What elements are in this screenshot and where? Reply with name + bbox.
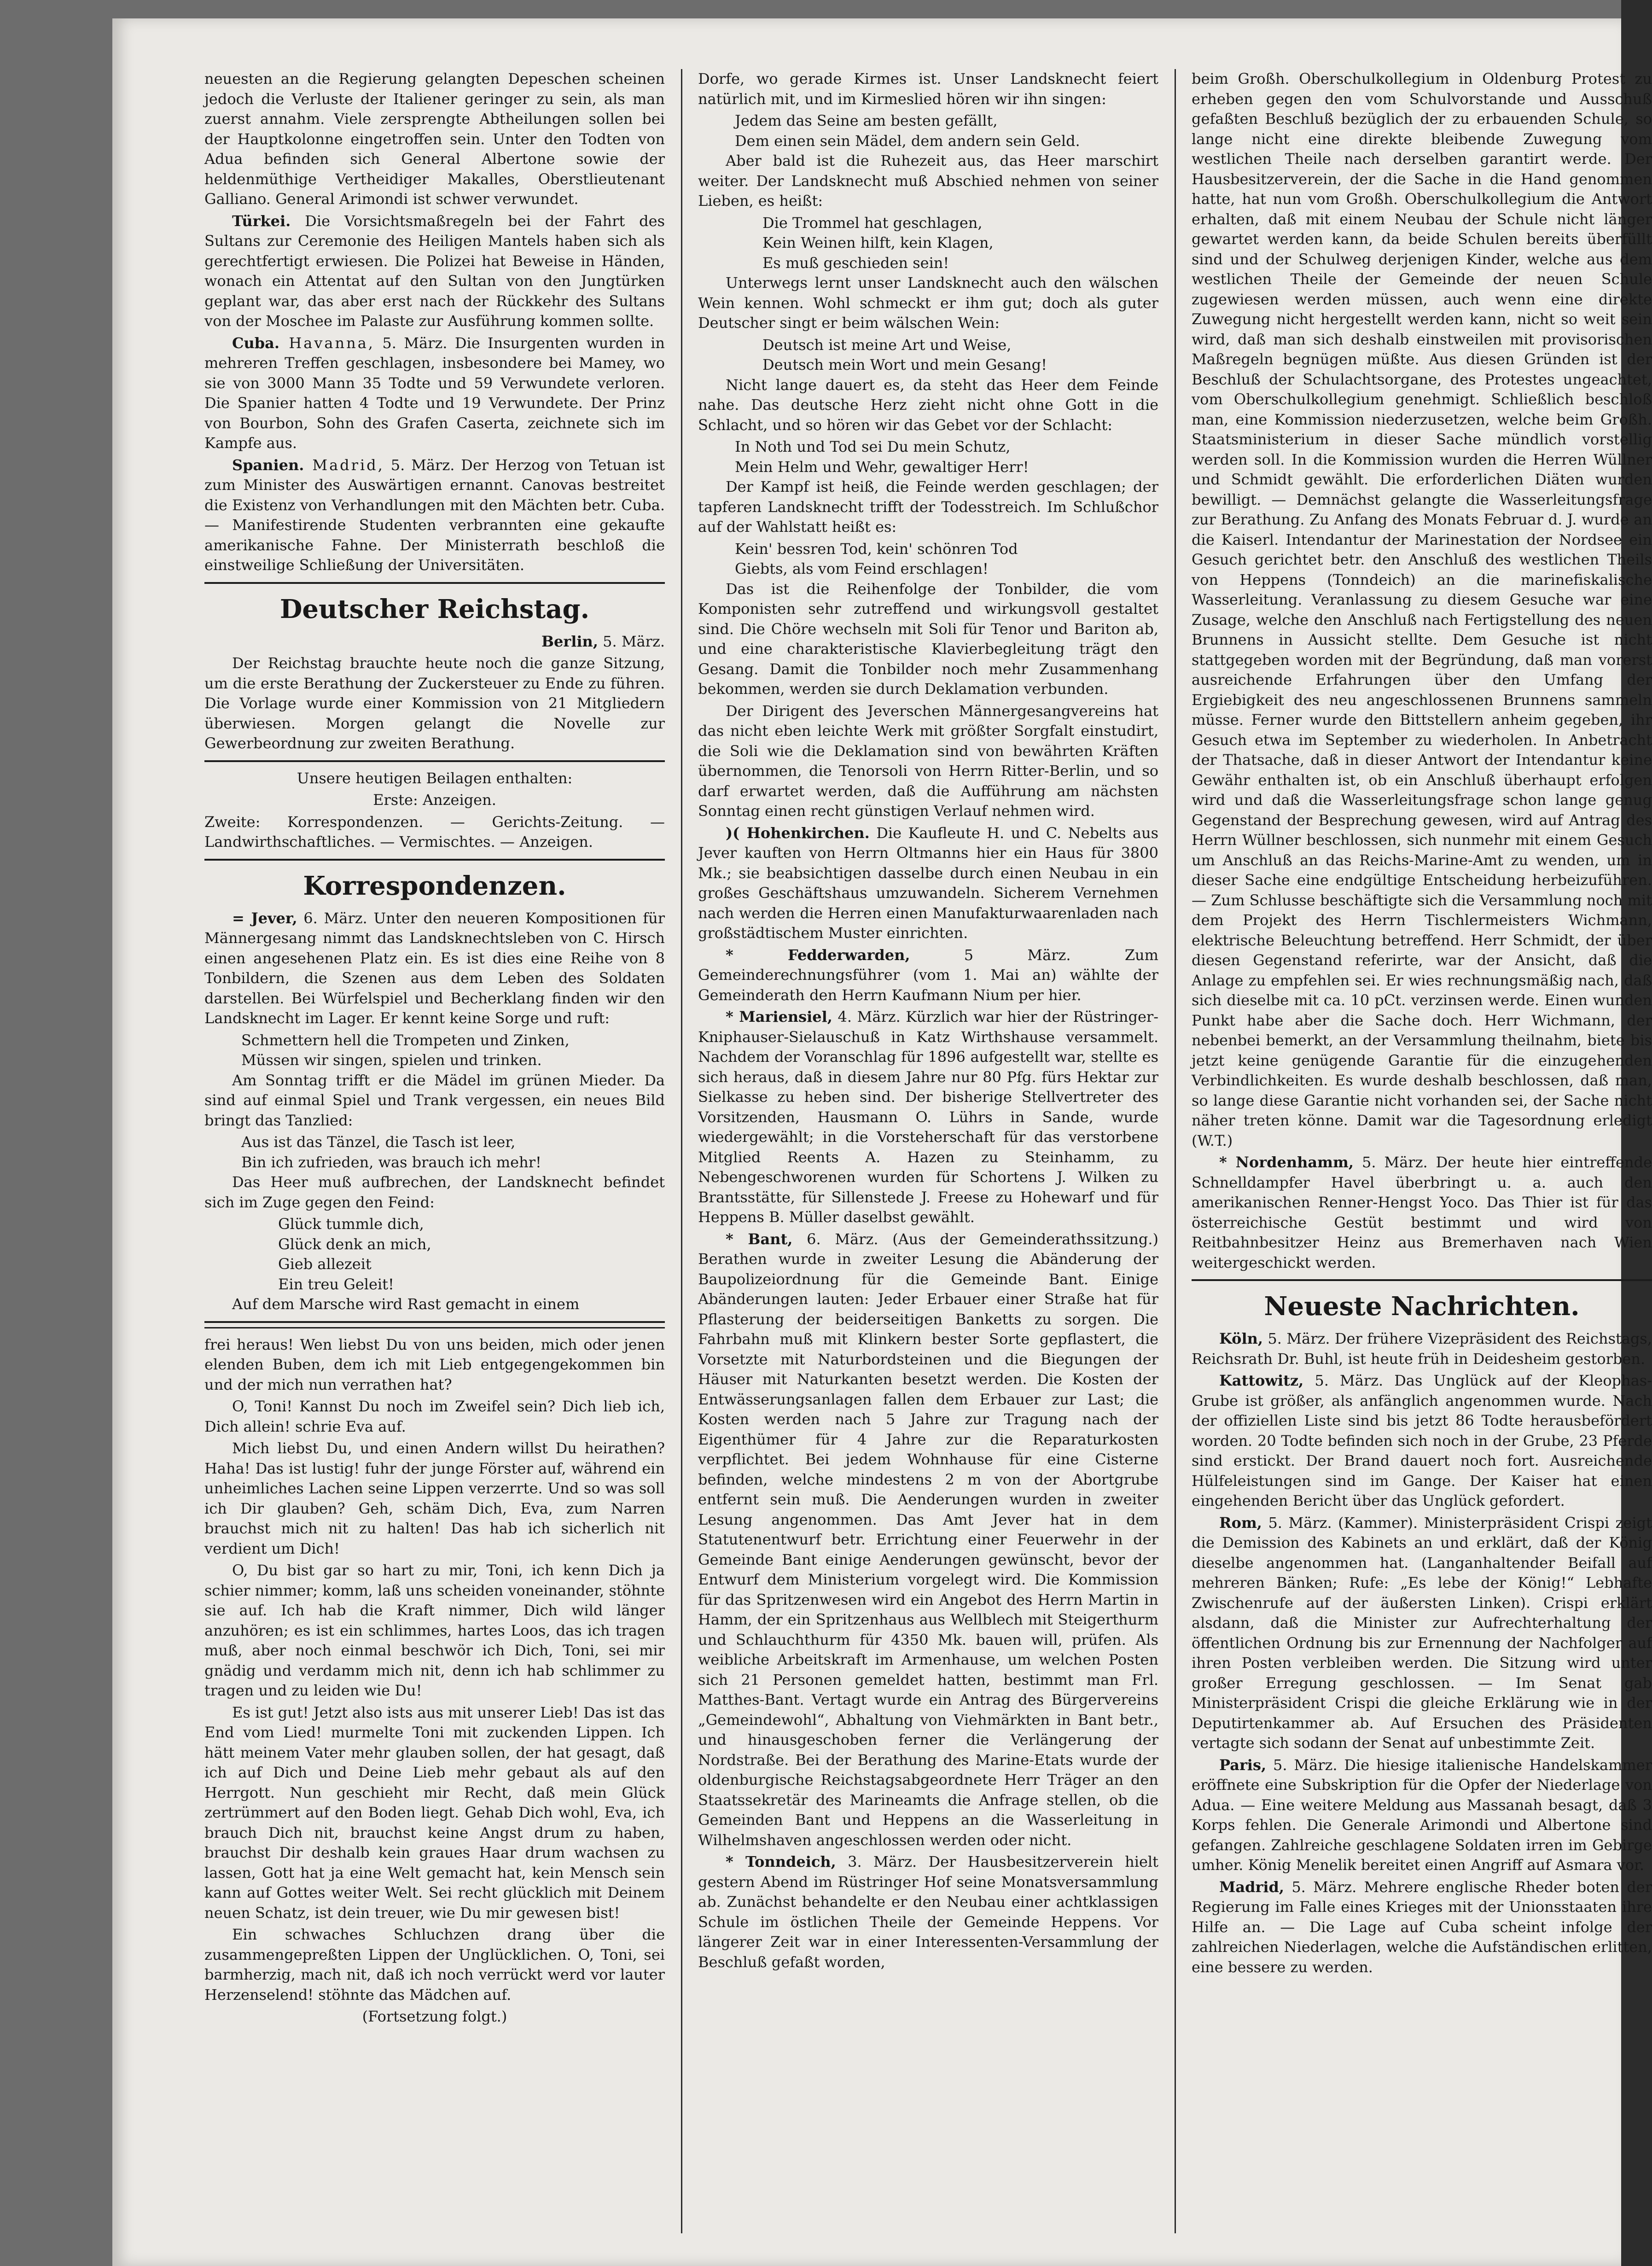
article-italy-end: neuesten an die Regierung gelangten Depeschen scheinen jedoch die Verluste der Italiener geringer zu sein, als man zuerst annahm. Viele zersprengte Abtheilungen sollen bei der Hauptkolonne eingetroffen sein. Unter den Todten von Adua befinden sich General Albertone sowie der heldenmüthige Vertheidiger Makalles, Oberstlieutenant Galliano. General Arimondi ist schwer verwundet. bbox=[204, 70, 665, 208]
verse-1 bbox=[241, 1031, 665, 1071]
verse-line: Giebts, als vom Feind erschlagen! bbox=[735, 560, 989, 577]
dateline-hohenkirchen: )( Hohenkirchen. bbox=[726, 824, 870, 842]
text-spanien: 5. März. Der Herzog von Tetuan ist zum Minister des Auswärtigen ernannt. Canovas bestreitet die Existenz von Verhandlungen mit den Mächten betr. Cuba. — Manifestirende Studenten verbrannten eine gekaufte amerikanische Fahne. Der Ministerrath beschloß die einstweilige Schließung der Universitäten. bbox=[204, 456, 665, 574]
verse-3 bbox=[278, 1214, 665, 1294]
section-divider bbox=[204, 582, 665, 584]
verse-5 bbox=[762, 213, 1158, 274]
text-jever-8: Nicht lange dauert es, da steht das Heer dem Feinde nahe. Das deutsche Herz zieht nicht ohne Gott in die Schlacht, und so hören wir das Gebet vor der Schlacht: bbox=[698, 376, 1158, 434]
text-rom: 5. März. (Kammer). Ministerpräsident Crispi zeigt die Demission des Kabinets an und erklärt, daß der König dieselbe angenommen hat. (Langanhaltender Beifall auf mehreren Bänken; Rufe: „Es lebe der König!“ Lebhafte Zwischenrufe auf der äußersten Linken). Crispi erklärt alsdann, daß die Minister zur Aufrechterhaltung der öffentlichen Ordnung bis zur Ernennung der Nachfolger auf ihren Posten verbleiben werden. Die Sitzung wird unter großer Erregung geschlossen. — Im Senat gab Ministerpräsident Crispi die gleiche Erklärung wie in der Deputirtenkammer ab. Auf Ersuchen des Präsidenten vertagte sich sodann der Senat auf unbestimmte Zeit. bbox=[1192, 1514, 1652, 1752]
column-rule bbox=[681, 69, 682, 2233]
feuilleton-continued: (Fortsetzung folgt.) bbox=[362, 2008, 507, 2025]
verse-line: Es muß geschieden sein! bbox=[762, 254, 949, 272]
dateline-madrid: Madrid, bbox=[1219, 1878, 1285, 1896]
dateline-fedderwarden: * Fedderwarden, bbox=[726, 946, 910, 964]
dateline-tuerkei: Türkei. bbox=[232, 212, 291, 230]
feuilleton-para: O, Toni! Kannst Du noch im Zweifel sein? Dich lieb ich, Dich allein! schrie Eva auf. bbox=[204, 1398, 665, 1435]
news-paris bbox=[1192, 1755, 1652, 1876]
dateline-nordenhamm: * Nordenhamm, bbox=[1219, 1153, 1354, 1171]
text-jever-7: Unterwegs lernt unser Landsknecht auch den wälschen Wein kennen. Wohl schmeckt er ihm gut; doch als guter Deutscher singt er beim wälschen Wein: bbox=[698, 274, 1158, 332]
feuilleton-para: Mich liebst Du, und einen Andern willst Du heirathen? Haha! Das ist lustig! fuhr der junge Förster auf, während ein unheimliches Lachen seine Lippen verzerrte. Und so was soll ich Dir glauben? Geh, schäm Dich, Eva, zum Narren brauchst mich nit zu halten! Das hab ich sicherlich nit verdient um Dich! bbox=[204, 1439, 665, 1557]
verse-line: Deutsch ist meine Art und Weise, bbox=[762, 336, 1012, 354]
verse-line: Mein Helm und Wehr, gewaltiger Herr! bbox=[735, 458, 1029, 476]
article-bant bbox=[698, 1229, 1158, 1851]
text-jever-6: Aber bald ist die Ruhezeit aus, das Heer marschirt weiter. Der Landsknecht muß Abschied nehmen von seiner Lieben, es heißt: bbox=[698, 152, 1158, 210]
text-bant: 6. März. (Aus der Gemeinderathssitzung.) Berathen wurde in zweiter Lesung die Abänderung der Baupolizeiordnung für die Gemeinde Bant. Einige Abänderungen lauten: Jeder Erbauer einer Straße hat für Pflasterung der beiderseitigen Banketts zu sorgen. Die Fahrbahn muß mit Klinkern bester Sorte gepflastert, die Vorsetzte mit Naturbordsteinen und die Biegungen der Häuser mit Naturkanten besetzt werden. Die Kosten der Entwässerungsanlagen fallen dem Erbauer zur Last; die Kosten werden nach 5 Jahre zur Tragung nach der Eigenthümer für 4 Jahre zur die Reparaturkosten verpflichtet. Bei jedem Wohnhause für eine Cisterne befinden, welche mindestens 2 m von der Abortgrube entfernt sein muß. Die Aenderungen wurden in zweiter Lesung angenommen. Das Amt Jever hat in dem Statutenentwurf betr. Errichtung einer Feuerwehr in der Gemeinde Bant einige Aenderungen gewünscht, bevor der Entwurf dem Ministerium vorgelegt wird. Die Kommission für das Spritzenwesen wird ein Angebot des Herrn Martin in Hamm, der ein Spritzenhaus aus Wellblech mit Steigerthurm und Schlauchthurm für 4350 Mk. bauen will, prüfen. Als weibliche Arbeitskraft im Armenhause, um welchen Posten sich 21 Personen gemeldet hatten, bestimmt man Frl. Matthes-Bant. Vertagt wurde ein Antrag des Bürgervereins „Gemeindewohl“, Abhaltung von Viehmärkten in Bant betr., und hinausgeschoben ferner die Verlängerung der Nordstraße. Bei der Berathung des Marine-Etats wurde der oldenburgische Reichstagsabgeordnete Herr Träger an den Staatssekretär des Marineamts die Anfrage stellen, ob die Gemeinden Bant und Heppens an die Wasserleitung in Wilhelmshaven angeschlossen werden oder nicht. bbox=[698, 1230, 1159, 1849]
dateline-berlin bbox=[204, 632, 665, 652]
heading-reichstag: Deutscher Reichstag. bbox=[279, 594, 590, 624]
article-reichstag: Der Reichstag brauchte heute noch die ganze Sitzung, um die erste Berathung der Zuckersteuer zu Ende zu führen. Die Vorlage wurde einer Kommission von 21 Mitgliedern überwiesen. Morgen gelangt die Novelle zur Gewerbeordnung zur zweiten Berathung. bbox=[204, 654, 665, 752]
verse-7 bbox=[735, 437, 1158, 477]
verse-line: Glück denk an mich, bbox=[278, 1235, 431, 1253]
text-jever-10: Das ist die Reihenfolge der Tonbilder, die vom Komponisten sehr zutreffend und wirkungsvoll gestaltet sind. Die Chöre wechseln mit Soli für Tenor und Bariton ab, und eine charakteristische Klavierbegleitung trägt den Gesang. Damit die Tonbilder noch mehr Zusammenhang bekommen, werden sie durch Deklamation verbunden. bbox=[698, 580, 1158, 698]
page-body bbox=[204, 69, 1652, 2238]
article-cuba bbox=[204, 333, 665, 454]
column-3 bbox=[1192, 69, 1652, 2233]
article-mariensiel bbox=[698, 1007, 1158, 1228]
beilagen-first: Erste: Anzeigen. bbox=[373, 791, 496, 809]
text-tuerkei: Die Vorsichtsmaßregeln bei der Fahrt des Sultans zur Ceremonie des Heiligen Mantels haben sich als gerechtfertigt erwiesen. Die Polizei hat Beweise in Händen, wonach ein Attentat auf den Sultan von den Jungtürken geplant war, das aber erst nach der Rückkehr des Sultans von der Moschee im Palaste zur Ausführung kommen sollte. bbox=[204, 212, 665, 330]
dateline-bant: * Bant, bbox=[726, 1230, 793, 1248]
dateline-jever: = Jever, bbox=[232, 909, 297, 927]
text-jever-5: Dorfe, wo gerade Kirmes ist. Unser Landsknecht feiert natürlich mit, und im Kirmeslied hören wir ihn singen: bbox=[698, 70, 1158, 108]
text-hohenkirchen: Die Kaufleute H. und C. Nebelts aus Jever kauften von Herrn Oltmanns hier ein Haus für 3800 Mk.; sie beabsichtigen dasselbe durch einen Neubau in ein großes Geschäftshaus umzuwandeln. Sicherem Vernehmen nach werden die Herren einen Manufakturwaarenladen nach großstädtischem Muster einrichten. bbox=[698, 824, 1159, 942]
verse-line: Deutsch mein Wort und mein Gesang! bbox=[762, 356, 1047, 373]
dateline-koeln: Köln, bbox=[1219, 1330, 1263, 1347]
verse-line: Jedem das Seine am besten gefällt, bbox=[735, 112, 998, 129]
article-hohenkirchen bbox=[698, 823, 1158, 944]
verse-line: In Noth und Tod sei Du mein Schutz, bbox=[735, 438, 1011, 455]
verse-line: Aus ist das Tänzel, die Tasch ist leer, bbox=[241, 1133, 516, 1151]
verse-6 bbox=[762, 335, 1158, 375]
dateline-mariensiel: * Mariensiel, bbox=[726, 1008, 832, 1025]
article-spanien bbox=[204, 455, 665, 576]
verse-line: Glück tummle dich, bbox=[278, 1215, 424, 1233]
newspaper-page bbox=[112, 18, 1652, 2266]
text-paris: 5. März. Die hiesige italienische Handelskammer eröffnete eine Subskription für die Opfer der Niederlage von Adua. — Eine weitere Meldung aus Massanah besagt, daß 3 Korps fehlen. Die Generale Arimondi und Albertone sind gefangen. Zahlreiche geschlagene Soldaten irren im Gebirge umher. König Menelik bereitet einen Angriff auf Asmara vor. bbox=[1192, 1756, 1652, 1874]
verse-line: Müssen wir singen, spielen und trinken. bbox=[241, 1051, 542, 1069]
verse-line: Kein Weinen hilft, kein Klagen, bbox=[762, 234, 994, 251]
city-havanna: Havanna, bbox=[279, 334, 375, 352]
news-rom bbox=[1192, 1513, 1652, 1753]
column-2 bbox=[698, 69, 1158, 2233]
text-mariensiel: 4. März. Kürzlich war hier der Rüstringer-Kniphauser-Sielauschuß in Katz Wirthshause versammelt. Nachdem der Voranschlag für 1896 aufgestellt war, stellte es sich heraus, daß in diesem Jahre nur 80 Pfg. fürs Hektar zur Sielkasse zu heben sind. Der bisherige Stellvertreter des Vorsitzenden, Hausmann O. Lührs in Sande, wurde wiedergewählt; in die Vorsteherschaft für das verstorbene Mitglied Reents A. Hazen zu Steinhamm, zu Nebengeschworenen wurden für Schortens J. Wilken zu Brantsstätte, für Sillenstede J. Freese zu Hohewarf und für Heppens B. Müller daselbst gewählt. bbox=[698, 1008, 1159, 1226]
verse-line: Bin ich zufrieden, was brauch ich mehr! bbox=[241, 1153, 541, 1171]
feuilleton-divider bbox=[204, 1321, 665, 1328]
dateline-paris: Paris, bbox=[1219, 1756, 1267, 1774]
text-jever-9: Der Kampf ist heiß, die Feinde werden geschlagen; der tapferen Landsknecht trifft der Todesstreich. Im Schlußchor auf der Wahlstatt heißt es: bbox=[698, 478, 1158, 536]
city-madrid: Madrid, bbox=[304, 456, 384, 474]
news-madrid bbox=[1192, 1877, 1652, 1978]
dateline-kattowitz: Kattowitz, bbox=[1219, 1372, 1304, 1389]
text-fedderwarden: 5 März. Zum Gemeinderechnungsführer (vom 1. Mai an) wählte der Gemeinderath den Herrn Kaufmann Nium per hier. bbox=[698, 946, 1158, 1004]
verse-line: Ein treu Geleit! bbox=[278, 1275, 394, 1293]
article-fedderwarden bbox=[698, 945, 1158, 1006]
text-tonndeich: 3. März. Der Hausbesitzerverein hielt gestern Abend im Rüstringer Hof seine Monatsversammlung ab. Zunächst behandelte er den Neubau einer achtklassigen Schule im östlichen Theile der Gemeinde Heppens. Vor längerer Zeit war in einer Interessenten-Versammlung der Beschluß gefaßt worden, bbox=[698, 1853, 1159, 1971]
dateline-tonndeich: * Tonndeich, bbox=[726, 1853, 836, 1870]
text-kattowitz: 5. März. Das Unglück auf der Kleophas-Grube ist größer, als anfänglich angenommen wurde. Nach der offiziellen Liste sind bis jetzt 86 Todte herausbefördert worden. 20 Todte befinden sich noch in der Grube, 23 Pferde sind erstickt. Der Brand dauert noch fort. Ausreichende Hülfeleistungen sind im Gange. Der Kaiser hat einen eingehenden Bericht über das Unglück gefordert. bbox=[1192, 1372, 1652, 1509]
text-jever-4: Auf dem Marsche wird Rast gemacht in einem bbox=[232, 1295, 580, 1313]
feuilleton-para: Es ist gut! Jetzt also ists aus mit unserer Lieb! Das ist das End vom Lied! murmelte Toni mit zuckenden Lippen. Ich hätt meinem Vater mehr glauben sollen, der hat gesagt, daß ich auf Dich und Deine Lieb mehr gebaut als auf den Herrgott. Nun geschieht mir Recht, daß mein Glück zertrümmert auf den Boden liegt. Gehab Dich wohl, Eva, ich brauch Dich nit, brauchst keine Angst drum zu haben, brauchst Dir deshalb kein graues Haar drum wachsen zu lassen, Gott hat ja eine Welt gemacht hat, kein Mensch sein kann auf Gottes weiter Welt. Sei recht glücklich mit Deinem neuen Schatz, ist dein treuer, wie Du mir gewesen bist! bbox=[204, 1703, 665, 1922]
heading-korrespondenzen: Korrespondenzen. bbox=[303, 870, 566, 901]
article-tonndeich bbox=[698, 1852, 1158, 1972]
beilagen-title: Unsere heutigen Beilagen enthalten: bbox=[297, 769, 573, 787]
article-nordenhamm bbox=[1192, 1153, 1652, 1273]
text-jever-11: Der Dirigent des Jeverschen Männergesangvereins hat das nicht eben leichte Werk mit größter Sorgfalt einstudirt, die Soli wie die Deklamation sind von bewährten Kräften übernommen, die Tenorsoli von Herrn Ritter-Berlin, und so darf erwartet werden, daß die Aufführung am nächsten Sonntag einen recht günstigen Verlauf nehmen wird. bbox=[698, 702, 1158, 820]
feuilleton-para: frei heraus! Wen liebst Du von uns beiden, mich oder jenen elenden Buben, dem ich mit Lieb entgegengekommen bin und der mich nun verrathen hat? bbox=[204, 1335, 665, 1393]
section-divider bbox=[204, 859, 665, 861]
verse-2 bbox=[241, 1132, 665, 1172]
column-1 bbox=[204, 69, 665, 2233]
beilagen-second: Zweite: Korrespondenzen. — Gerichts-Zeitung. — Landwirthschaftliches. — Vermischtes. — Anzeigen. bbox=[204, 813, 665, 850]
section-divider bbox=[204, 760, 665, 762]
text-madrid: 5. März. Mehrere englische Rheder boten der Regierung im Falle eines Krieges mit der Unionsstaaten ihre Hilfe an. — Die Lage auf Cuba scheint infolge der zahlreichen Niederlagen, welche die Aufständischen erlitten, eine bessere zu werden. bbox=[1192, 1878, 1652, 1976]
verse-line: Kein' bessren Tod, kein' schönren Tod bbox=[735, 540, 1018, 558]
text-nordenhamm: 5. März. Der heute hier eintreffende Schnelldampfer Havel überbringt u. a. auch den amerikanischen Renner-Hengst Yoco. Das Thier ist für das österreichische Gestüt bestimmt und wird von Reitbahnbesitzer Heinz aus Bremerhaven nach Wien weitergeschickt werden. bbox=[1192, 1153, 1652, 1271]
text-koeln: 5. März. Der frühere Vizepräsident des Reichstags, Reichsrath Dr. Buhl, ist heute früh in Deidesheim gestorben. bbox=[1192, 1330, 1652, 1368]
text-cuba: 5. März. Die Insurgenten wurden in mehreren Treffen geschlagen, insbesondere bei Mamey, wo sie von 3000 Mann 35 Todte und 59 Verwundete verloren. Die Spanier hatten 4 Todte und 19 Verwundete. Der Prinz von Bourbon, Sohn des Grafen Caserta, zeichnete sich im Kampfe aus. bbox=[204, 334, 665, 452]
verse-line: Schmettern hell die Trompeten und Zinken, bbox=[241, 1031, 570, 1049]
feuilleton-para: Ein schwaches Schluchzen drang über die zusammengepreßten Lippen der Unglücklichen. O, Toni, sei barmherzig, mach nit, daß ich noch verrückt werd vor lauter Herzenselend! stöhnte das Mädchen auf. bbox=[204, 1926, 665, 2004]
verse-line: Dem einen sein Mädel, dem andern sein Geld. bbox=[735, 132, 1080, 150]
article-jever bbox=[204, 909, 665, 1029]
heading-neueste: Neueste Nachrichten. bbox=[1264, 1291, 1580, 1322]
verse-line: Die Trommel hat geschlagen, bbox=[762, 214, 983, 232]
dateline-spanien: Spanien. bbox=[232, 456, 304, 474]
news-kattowitz bbox=[1192, 1371, 1652, 1511]
article-tuerkei bbox=[204, 211, 665, 332]
column-rule bbox=[1175, 69, 1176, 2233]
text-jever: 6. März. Unter den neueren Kompositionen für Männergesang nimmt das Landsknechtsleben von C. Hirsch einen angesehenen Platz ein. Es ist dies eine Reihe von 8 Tonbildern, die Szenen aus dem Leben des Soldaten darstellen. Bei Würfelspiel und Becherklang finden wir den Landsknecht im Lager. Er kennt keine Sorge und ruft: bbox=[204, 909, 665, 1027]
verse-8 bbox=[735, 539, 1158, 579]
feuilleton-para: O, Du bist gar so hart zu mir, Toni, ich kenn Dich ja schier nimmer; komm, laß uns scheiden voneinander, stöhnte sie auf. Ich hab die Kraft nimmer, Dich wild länger anzuhören; es ist ein schlimmes, hartes Loos, das ich tragen muß, aber noch einmal beschwör ich Dich, Toni, sei mir gnädig und verdamm mich nit, denn ich hab schlimmer zu tragen und zu leiden wie Du! bbox=[204, 1561, 665, 1699]
dateline-cuba: Cuba. bbox=[232, 334, 279, 352]
section-divider bbox=[1192, 1279, 1652, 1281]
text-jever-2: Am Sonntag trifft er die Mädel im grünen Mieder. Da sind auf einmal Spiel und Trank vergessen, ein neues Bild bringt das Tanzlied: bbox=[204, 1071, 665, 1129]
text-tonndeich-2: beim Großh. Oberschulkollegium in Oldenburg Protest zu erheben gegen den vom Schulvorstande und Ausschuß gefaßten Beschluß bezüglich der zu erbauenden Schule, so lange nicht eine direkte bleibende Zuwegung vom westlichen Theile nach derselben garantirt werde. Der Hausbesitzerverein, der die Sache in die Hand genommen hatte, hat nun vom Großh. Oberschulkollegium die Antwort erhalten, daß mit einem Neubau der Schule nicht länger gewartet werden kann, da beide Schulen bereits überfüllt sind und der Schulweg derjenigen Kinder, welche aus dem westlichen Theile der Gemeinde der neuen Schule zugewiesen werden müssen, auch wenn eine direkte Zuwegung nicht hergestellt werden kann, nicht so weit sein wird, daß man sich deshalb einstweilen mit provisorischen Maßregeln begnügen müßte. Aus diesen Gründen ist der Beschluß der Schulachtsorgane, des Protestes ungeachtet, vom Oberschulkollegium genehmigt. Schließlich beschloß man, eine Kommission niederzusetzen, welche beim Großh. Staatsministerium in dieser Sache mündlich vorstellig werden soll. In die Kommission wurden die Herren Wüllner und Schmidt gewählt. Die erforderlichen Diäten wurden bewilligt. — Demnächst gelangte die Wasserleitungsfrage zur Berathung. Zu Anfang des Monats Februar d. J. wurde an die Kaiserl. Intendantur der Marinestation der Nordsee ein Gesuch gerichtet betr. den Anschluß des westlichen Theils von Heppens (Tonndeich) an die marinefiskalische Wasserleitung. Veranlassung zu diesem Gesuche war eine Zusage, welche den Anschluß nach Fertigstellung des neuen Brunnens in Aussicht stellte. Dem Gesuche ist nicht stattgegeben worden mit der Begründung, daß man vorerst ausreichende Erfahrungen über den Umfang der Ergiebigkeit des neu angeschlossenen Brunnens sammeln müsse. Ferner wurde den Bittstellern anheim gegeben, ihr Gesuch etwa im September zu wiederholen. In Anbetracht der Thatsache, daß in dieser Antwort der Intendantur keine Gewähr enthalten ist, ob ein Anschluß überhaupt erfolgen wird und daß die Wasserleitungsfrage schon lange genug Gegenstand der Besprechung gewesen, wird auf Antrag des Herrn Wüllner beschlossen, sich nunmehr mit einem Gesuch um Anschluß an das Reichs-Marine-Amt zu wenden, um in dieser Sache eine endgültige Entscheidung herbeizuführen. — Zum Schlusse beschäftigte sich die Versammlung noch mit dem Projekt des Herrn Tischlermeisters Wichmann, elektrische Beleuchtung betreffend. Herr Schmidt, der über diesen Gegenstand referirte, war der Ansicht, daß die Anlage zu empfehlen sei. Er wies rechnungsmäßig nach, daß sich dieselbe mit ca. 10 pCt. verzinsen werde. Einen wunden Punkt habe aber die Sache doch. Herr Wichmann, der nebenbei bemerkt, an der Versammlung theilnahm, biete bis jetzt keine genügende Garantie für die einzugehenden Verbindlichkeiten. Es wurde deshalb beschlossen, daß man, so lange diese Garantie nicht vorhanden sei, der Sache nicht näher treten könne. Damit war die Tagesordnung erledigt (W.T.) bbox=[1192, 70, 1652, 1149]
text-jever-3: Das Heer muß aufbrechen, der Landsknecht befindet sich im Zuge gegen den Feind: bbox=[204, 1173, 665, 1211]
dateline-rom: Rom, bbox=[1219, 1514, 1262, 1532]
city-berlin: Berlin, bbox=[541, 632, 598, 650]
date-berlin: 5. März. bbox=[598, 632, 665, 650]
verse-4 bbox=[735, 111, 1158, 151]
news-koeln bbox=[1192, 1329, 1652, 1369]
verse-line: Gieb allezeit bbox=[278, 1255, 372, 1273]
